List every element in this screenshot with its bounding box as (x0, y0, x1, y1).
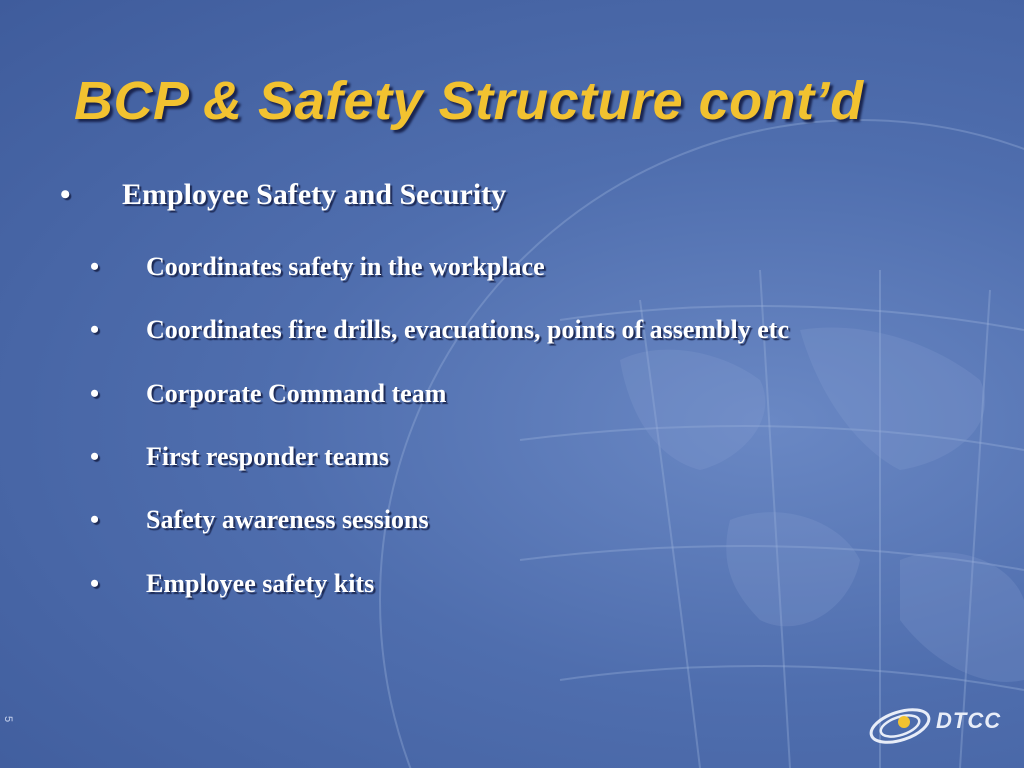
bullet-text: Corporate Command team (146, 379, 447, 408)
bullet-text: Safety awareness sessions (146, 505, 429, 534)
bullet-marker: • (90, 252, 100, 281)
bullet-marker: • (90, 442, 100, 471)
bullet-marker: • (90, 315, 100, 344)
bullet-text: Coordinates safety in the workplace (146, 252, 545, 281)
bullet-marker: • (90, 569, 100, 598)
logo-text: DTCC (936, 708, 1002, 733)
dtcc-logo-swirl-icon (864, 700, 934, 748)
bullet-marker: • (90, 505, 100, 534)
bullet-text: First responder teams (146, 442, 390, 471)
bullet-marker: • (90, 379, 100, 408)
dtcc-logo (864, 700, 1004, 748)
bullet-text: Employee safety kits (146, 569, 375, 598)
bullet-text: Coordinates fire drills, evacuations, points of assembly etc (146, 315, 789, 344)
bullet-marker: • (60, 178, 71, 211)
slide-number: 5 (2, 716, 14, 723)
slide-title: BCP & Safety Structure cont’d (74, 71, 864, 131)
bullet-text: Employee Safety and Security (122, 178, 507, 211)
